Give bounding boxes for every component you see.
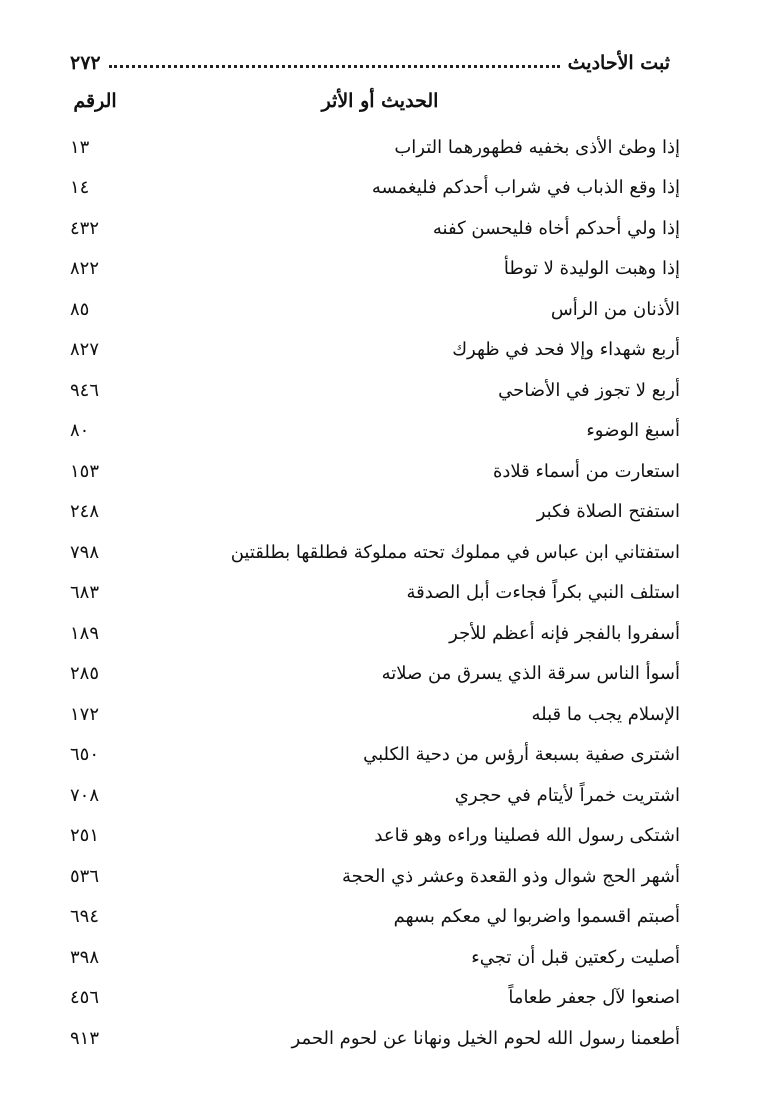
list-item [70, 694, 680, 735]
hadith-number: ٤٣٢ [70, 217, 100, 239]
hadith-text: أطعمنا رسول الله لحوم الخيل ونهانا عن لحوم الحمر [291, 1027, 680, 1049]
hadith-number: ٤٥٦ [70, 987, 100, 1009]
list-item [70, 613, 680, 654]
list-item [70, 978, 680, 1019]
list-item [70, 249, 680, 290]
list-item [70, 937, 680, 978]
hadith-number: ٩٤٦ [70, 379, 100, 401]
hadith-text: اصنعوا لآل جعفر طعاماً [508, 987, 680, 1009]
hadith-index-list [70, 127, 680, 1059]
list-item [70, 573, 680, 614]
hadith-text: أصبتم اقسموا واضربوا لي معكم بسهم [393, 906, 680, 928]
list-item [70, 1018, 680, 1059]
hadith-text: استفتاني ابن عباس في مملوك تحته مملوكة فطلقها بطلقتين [230, 541, 680, 563]
hadith-number: ٨٥ [70, 298, 90, 320]
hadith-text: أسفروا بالفجر فإنه أعظم للأجر [449, 622, 680, 644]
hadith-number: ٨٢٢ [70, 258, 100, 280]
hadith-number: ٦٥٠ [70, 744, 100, 766]
hadith-text: إذا وهبت الوليدة لا توطأ [503, 258, 680, 280]
list-item [70, 856, 680, 897]
hadith-number: ٧٠٨ [70, 784, 100, 806]
hadith-text: استعارت من أسماء قلادة [492, 460, 680, 482]
hadith-number: ٥٣٦ [70, 865, 100, 887]
hadith-number: ٣٩٨ [70, 946, 100, 968]
running-head [70, 40, 670, 74]
hadith-number: ٧٩٨ [70, 541, 100, 563]
hadith-text: اشتريت خمراً لأيتام في حجري [454, 784, 680, 806]
list-item [70, 654, 680, 695]
hadith-text: الإسلام يجب ما قبله [531, 703, 680, 725]
list-item [70, 370, 680, 411]
hadith-number: ٨٢٧ [70, 339, 100, 361]
hadith-text: أربع شهداء وإلا فحد في ظهرك [452, 339, 680, 361]
list-item [70, 127, 680, 168]
hadith-number: ٦٨٣ [70, 582, 100, 604]
hadith-text: إذا وقع الذباب في شراب أحدكم فليغمسه [371, 177, 680, 199]
hadith-text: أربع لا تجوز في الأضاحي [498, 379, 680, 401]
hadith-text: اشتكى رسول الله فصلينا وراءه وهو قاعد [374, 825, 680, 847]
hadith-text: الأذنان من الرأس [550, 298, 680, 320]
page-number: ٢٧٢ [70, 52, 101, 74]
hadith-number: ٢٥١ [70, 825, 100, 847]
hadith-number: ١٥٣ [70, 460, 100, 482]
hadith-number: ٩١٣ [70, 1027, 100, 1049]
leader-dots [109, 65, 560, 68]
column-header-hadith: الحديث أو الأثر [321, 90, 439, 112]
hadith-text: إذا ولي أحدكم أخاه فليحسن كفنه [432, 217, 680, 239]
hadith-text: أسبغ الوضوء [586, 420, 680, 442]
list-item [70, 451, 680, 492]
hadith-number: ٨٠ [70, 420, 90, 442]
list-item [70, 411, 680, 452]
list-item [70, 208, 680, 249]
hadith-number: ١٤ [70, 177, 90, 199]
hadith-text: أسوأ الناس سرقة الذي يسرق من صلاته [381, 663, 680, 685]
list-item [70, 532, 680, 573]
hadith-number: ١٣ [70, 136, 90, 158]
list-item [70, 492, 680, 533]
list-item [70, 289, 680, 330]
list-item [70, 897, 680, 938]
hadith-text: اشترى صفية بسبعة أرؤس من دحية الكلبي [363, 744, 680, 766]
hadith-text: إذا وطئ الأذى بخفيه فطهورهما التراب [394, 136, 680, 158]
list-item [70, 775, 680, 816]
hadith-text: استلف النبي بكراً فجاءت أبل الصدقة [406, 582, 680, 604]
list-item [70, 330, 680, 371]
hadith-text: أصليت ركعتين قبل أن تجيء [471, 946, 680, 968]
hadith-number: ٦٩٤ [70, 906, 100, 928]
hadith-text: أشهر الحج شوال وذو القعدة وعشر ذي الحجة [341, 865, 680, 887]
hadith-text: استفتح الصلاة فكبر [536, 501, 680, 523]
column-header-number: الرقم [73, 90, 117, 112]
hadith-number: ٢٤٨ [70, 501, 100, 523]
hadith-number: ١٨٩ [70, 622, 100, 644]
list-item [70, 735, 680, 776]
hadith-number: ٢٨٥ [70, 663, 100, 685]
list-item [70, 168, 680, 209]
list-item [70, 816, 680, 857]
running-head-title: ثبت الأحاديث [567, 52, 670, 74]
hadith-number: ١٧٢ [70, 703, 100, 725]
